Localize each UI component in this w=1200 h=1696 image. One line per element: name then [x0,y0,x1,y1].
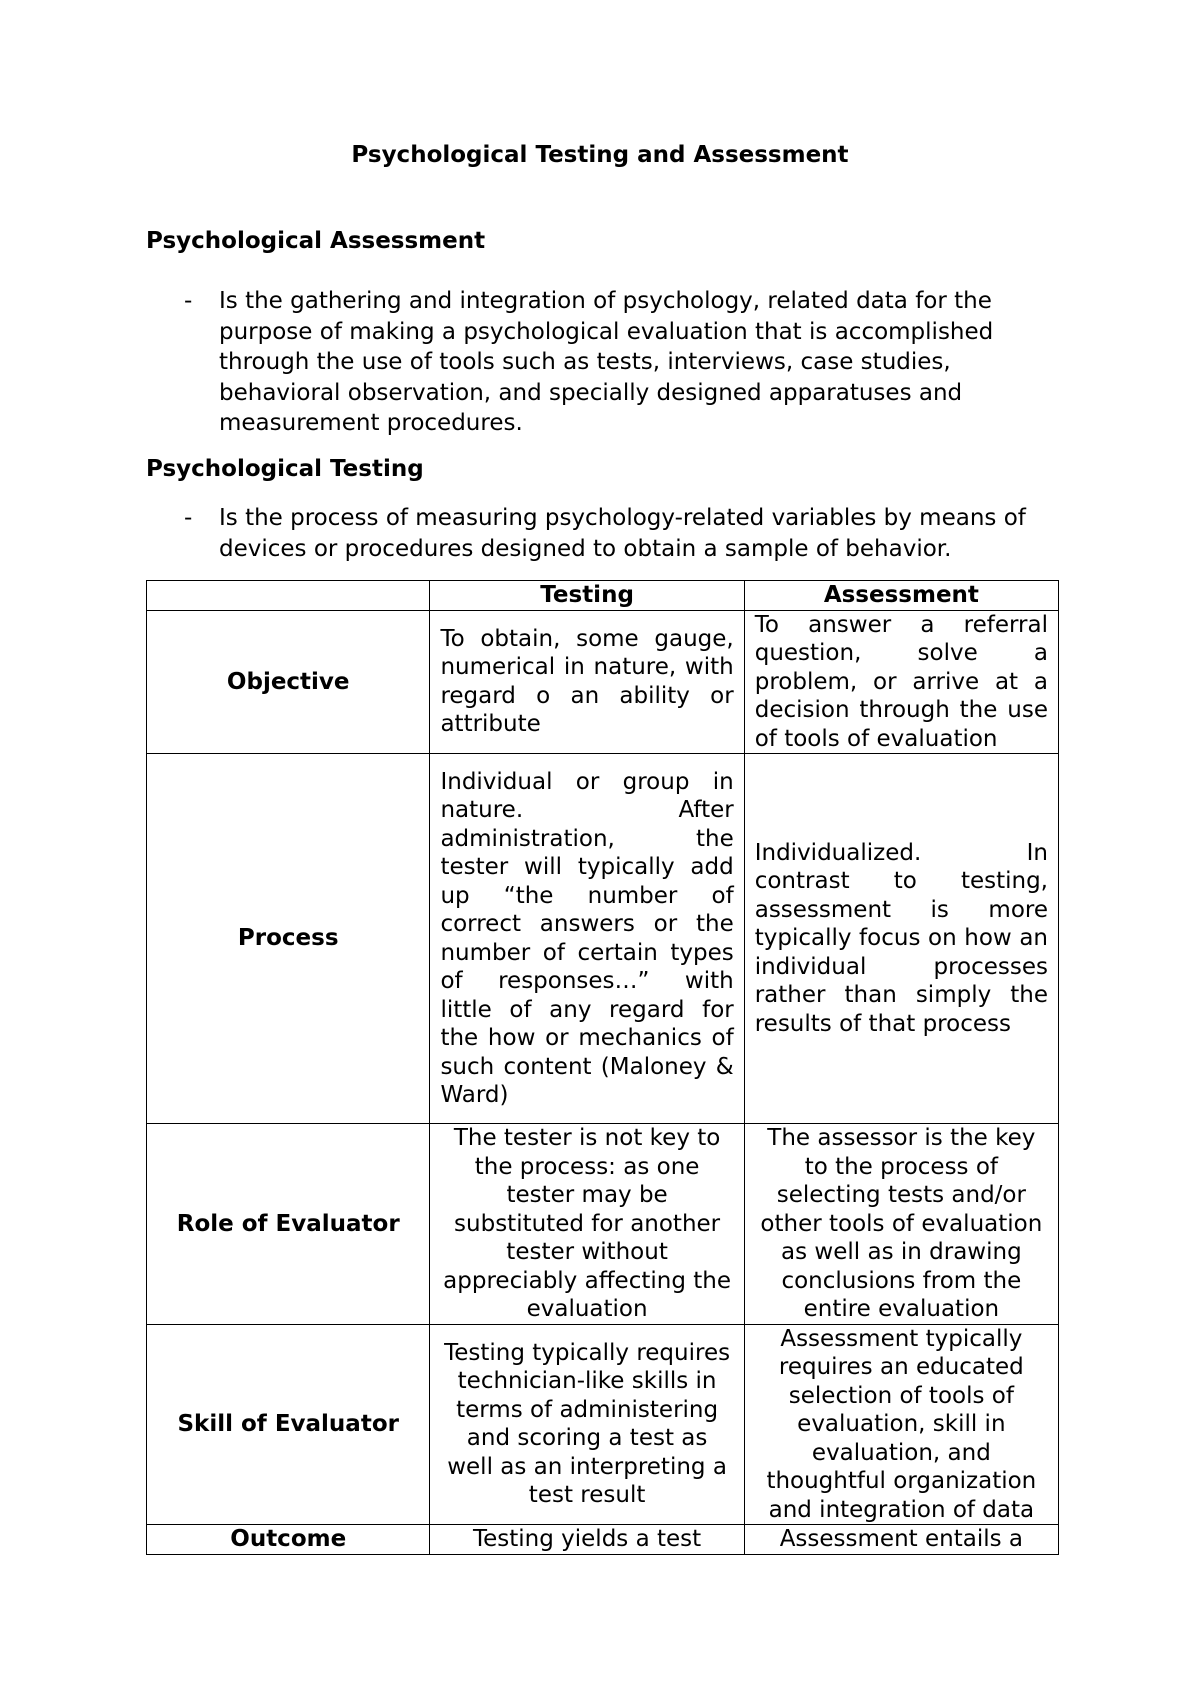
table-header-row [147,581,1059,611]
header-assessment: Assessment [744,581,1058,611]
assessment-cell: Assessment typically requires an educated selection of tools of evaluation, skill in evaluation, and thoughtful organization and integration of data [744,1324,1058,1525]
testing-cell: Individual or group in nature. After administration, the tester will typically add up “the number of correct answers or the number of certain types of responses…” with little of any regard for the how or mechanics of such content (Maloney & Ward) [430,754,744,1124]
testing-cell: The tester is not key to the process: as one tester may be substituted for another tester without appreciably affecting the evaluation [430,1124,744,1325]
table-row [147,1525,1059,1555]
document-title: Psychological Testing and Assessment [351,142,849,168]
table-row [147,1124,1059,1325]
section-heading-assessment: Psychological Assessment [146,228,486,254]
comparison-table [146,580,1059,1555]
table-row [147,1324,1059,1525]
bullet-dash: - [184,288,193,314]
row-label: Role of Evaluator [147,1124,430,1325]
section-heading-testing: Psychological Testing [146,456,424,482]
bullet-text: Is the gathering and integration of psychology, related data for the purpose of making a psychological evaluation that is accomplished through the use of tools such as tests, interviews, case studies, behavioral observation, and specially designed apparatuses and measurement procedures. [219,288,994,436]
bullet-testing-definition [146,503,1046,564]
testing-cell: To obtain, some gauge, numerical in nature, with regard o an ability or attribute [430,610,744,754]
row-label: Objective [147,610,430,754]
testing-cell: Testing typically requires technician-like skills in terms of administering and scoring a test as well as an interpreting a test result [430,1324,744,1525]
assessment-cell: The assessor is the key to the process of selecting tests and/or other tools of evaluation as well as in drawing conclusions from the entire evaluation [744,1124,1058,1325]
bullet-text: Is the process of measuring psychology-related variables by means of devices or procedures designed to obtain a sample of behavior. [219,505,1026,562]
table-row [147,610,1059,754]
bullet-assessment-definition [146,286,1046,439]
assessment-cell: Assessment entails a [744,1525,1058,1555]
table-row [147,754,1059,1124]
bullet-dash: - [184,505,193,531]
row-label: Skill of Evaluator [147,1324,430,1525]
testing-cell: Testing yields a test [430,1525,744,1555]
header-empty-cell [147,581,430,611]
row-label: Process [147,754,430,1124]
assessment-cell: To answer a referral question, solve a problem, or arrive at a decision through the use of tools of evaluation [744,610,1058,754]
assessment-cell: Individualized. In contrast to testing, assessment is more typically focus on how an individual processes rather than simply the results of that process [744,754,1058,1124]
header-testing: Testing [430,581,744,611]
row-label: Outcome [147,1525,430,1555]
